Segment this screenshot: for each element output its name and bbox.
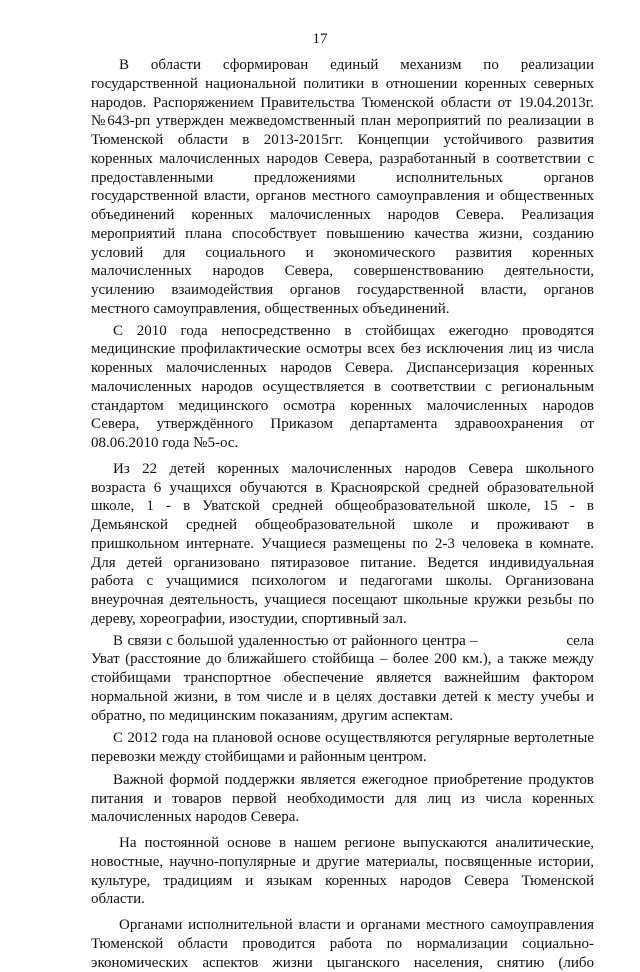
text-line: государственной национальной политики в отношении коренных северных xyxy=(91,75,594,94)
text-line: мероприятий плана способствует повышению качества жизни, созданию xyxy=(91,225,594,244)
text-line: области. xyxy=(91,890,594,909)
text-line: стойбищами транспортное обеспечение является важнейшим фактором xyxy=(91,669,594,688)
text-line: С 2012 года на плановой основе осуществляются регулярные вертолетные xyxy=(91,729,594,748)
text-line: Уват (расстояние до ближайшего стойбища – более 200 км.), а также между xyxy=(91,650,594,669)
text-line: школе, 1 - в Уватской средней общеобразовательной школе, 15 - в xyxy=(91,497,594,516)
text-line: малочисленных народов Севера. xyxy=(91,808,594,827)
paragraph xyxy=(91,834,594,909)
text-line: государственной власти, органов местного самоуправления и общественных xyxy=(91,187,594,206)
text-line: местного самоуправления, общественных объединений. xyxy=(91,300,594,319)
text-line: Севера, утверждённого Приказом департамента здравоохранения от xyxy=(91,415,594,434)
text-line: стандартом медицинского осмотра коренных малочисленных народов xyxy=(91,397,594,416)
text-line: В связи с большой удаленностью от районного центра – села xyxy=(91,632,594,651)
text-line: предоставленными предложениями исполнительных органов xyxy=(91,169,594,188)
text-line: малочисленных народов Севера, совершенствованию деятельности, xyxy=(91,262,594,281)
page-number: 17 xyxy=(0,30,640,48)
text-line: обратно, по медицинским показаниям, другим аспектам. xyxy=(91,707,594,726)
paragraph xyxy=(91,460,594,629)
text-line: условий для социального и экономического развития коренных xyxy=(91,244,594,263)
paragraph xyxy=(91,729,594,767)
text-line: нормальной жизни, в том числе и в целях доставки детей к месту учебы и xyxy=(91,688,594,707)
paragraph xyxy=(91,632,594,726)
text-line: коренных малочисленных народов Севера, разработанный в соответствии с xyxy=(91,150,594,169)
text-line: медицинские профилактические осмотры всех без исключения лиц из числа xyxy=(91,340,594,359)
text-line: экономических аспектов жизни цыганского населения, снятию (либо xyxy=(91,954,594,972)
text-line: 08.06.2010 года №5-ос. xyxy=(91,434,594,453)
text-line: усилению взаимодействия органов государственной власти, органов xyxy=(91,281,594,300)
text-line: новостные, научно-популярные и другие материалы, посвященные истории, xyxy=(91,853,594,872)
text-line: работа с учащимися психологом и педагогами школы. Организована xyxy=(91,572,594,591)
text-line: Важной формой поддержки является ежегодное приобретение продуктов xyxy=(91,771,594,790)
text-line: культуре, традициям и языкам коренных народов Севера Тюменской xyxy=(91,872,594,891)
text-line: Из 22 детей коренных малочисленных народов Севера школьного xyxy=(91,460,594,479)
paragraph xyxy=(91,56,594,319)
text-line: пришкольном интернате. Учащиеся размещены по 2-3 человека в комнате. xyxy=(91,535,594,554)
text-line: внеурочная деятельность, учащиеся посещают школьные кружки резьбы по xyxy=(91,591,594,610)
text-line: №643-рп утвержден межведомственный план мероприятий по реализации в xyxy=(91,112,594,131)
text-line: питания и товаров первой необходимости для лиц из числа коренных xyxy=(91,790,594,809)
paragraph xyxy=(91,322,594,453)
text-line: Тюменской области проводится работа по нормализации социально- xyxy=(91,935,594,954)
text-line: объединений коренных малочисленных народов Севера. Реализация xyxy=(91,206,594,225)
text-line: Для детей организовано пятиразовое питание. Ведется индивидуальная xyxy=(91,554,594,573)
text-line: Тюменской области в 2013-2015гг. Концепции устойчивого развития xyxy=(91,131,594,150)
text-line: дереву, хореографии, изостудии, спортивный зал. xyxy=(91,610,594,629)
text-line: народов. Распоряжением Правительства Тюменской области от 19.04.2013г. xyxy=(91,94,594,113)
text-line: перевозки между стойбищами и районным центром. xyxy=(91,748,594,767)
text-line: возраста 6 учащихся обучаются в Красноярской средней образовательной xyxy=(91,479,594,498)
text-line: коренных малочисленных народов Севера. Диспансеризация коренных xyxy=(91,359,594,378)
document-body xyxy=(91,56,594,972)
text-line: В области сформирован единый механизм по реализации xyxy=(91,56,594,75)
text-line: Демьянской средней общеобразовательной школе и проживают в xyxy=(91,516,594,535)
text-line: На постоянной основе в нашем регионе выпускаются аналитические, xyxy=(91,834,594,853)
paragraph xyxy=(91,916,594,972)
text-line: Органами исполнительной власти и органами местного самоуправления xyxy=(91,916,594,935)
text-line: С 2010 года непосредственно в стойбищах ежегодно проводятся xyxy=(91,322,594,341)
text-line: малочисленных народов осуществляется в соответствии с региональным xyxy=(91,378,594,397)
paragraph xyxy=(91,771,594,827)
